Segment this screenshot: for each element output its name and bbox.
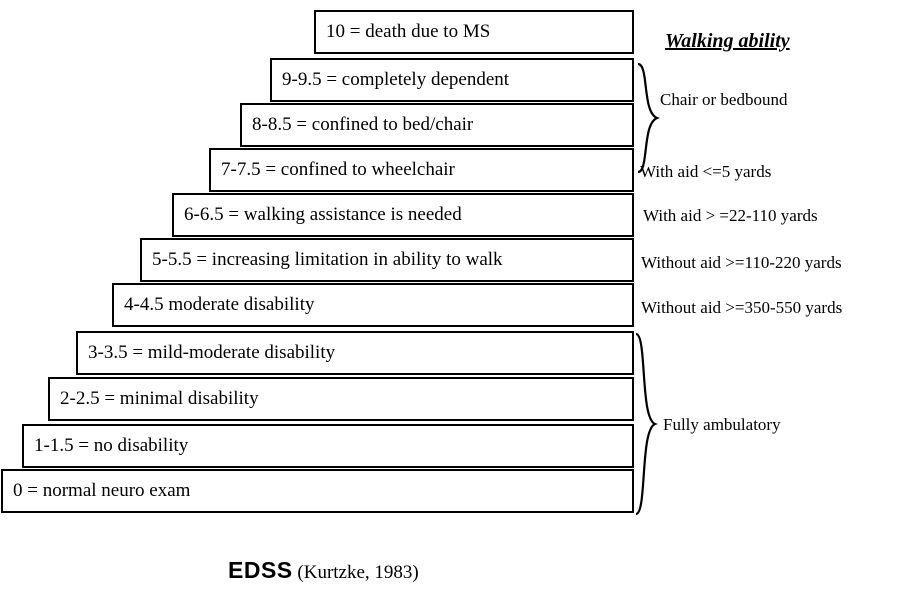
step-label: 6-6.5 = walking assistance is needed [184,204,462,225]
note-with-aid-22-110-yards: With aid > =22-110 yards [643,206,818,225]
brace-icon [634,332,658,516]
step-label: 7-7.5 = confined to wheelchair [221,159,455,180]
brace-fully-ambulatory [634,332,658,520]
step-label: 10 = death due to MS [326,21,491,42]
step-label: 8-8.5 = confined to bed/chair [252,114,474,135]
brace-icon [636,62,660,174]
note-chair-or-bedbound: Chair or bedbound [660,90,788,109]
walking-ability-heading: Walking ability [665,30,790,52]
step-6 [172,193,634,237]
brace-chair-or-bedbound [636,62,660,178]
step-10 [314,10,634,54]
step-label: 0 = normal neuro exam [13,480,191,501]
step-5 [140,238,634,282]
caption-source: (Kurtzke, 1983) [292,562,419,583]
step-7 [209,148,634,192]
note-without-aid-110-220-yards: Without aid >=110-220 yards [641,253,842,272]
step-1 [22,424,634,468]
step-label: 9-9.5 = completely dependent [282,69,510,90]
note-with-aid-5-yards: With aid <=5 yards [640,162,772,181]
diagram-caption [228,557,419,584]
note-fully-ambulatory: Fully ambulatory [663,415,781,434]
step-label: 5-5.5 = increasing limitation in ability to walk [152,249,503,270]
note-without-aid-350-550-yards: Without aid >=350-550 yards [641,298,843,317]
step-label: 4-4.5 moderate disability [124,294,315,315]
step-label: 3-3.5 = mild-moderate disability [88,342,336,363]
step-label: 2-2.5 = minimal disability [60,388,259,409]
step-4 [112,283,634,327]
step-label: 1-1.5 = no disability [34,435,189,456]
step-2 [48,377,634,421]
step-3 [76,331,634,375]
step-0 [1,469,634,513]
step-8 [240,103,634,147]
step-9 [270,58,634,102]
caption-title: EDSS [228,557,293,583]
